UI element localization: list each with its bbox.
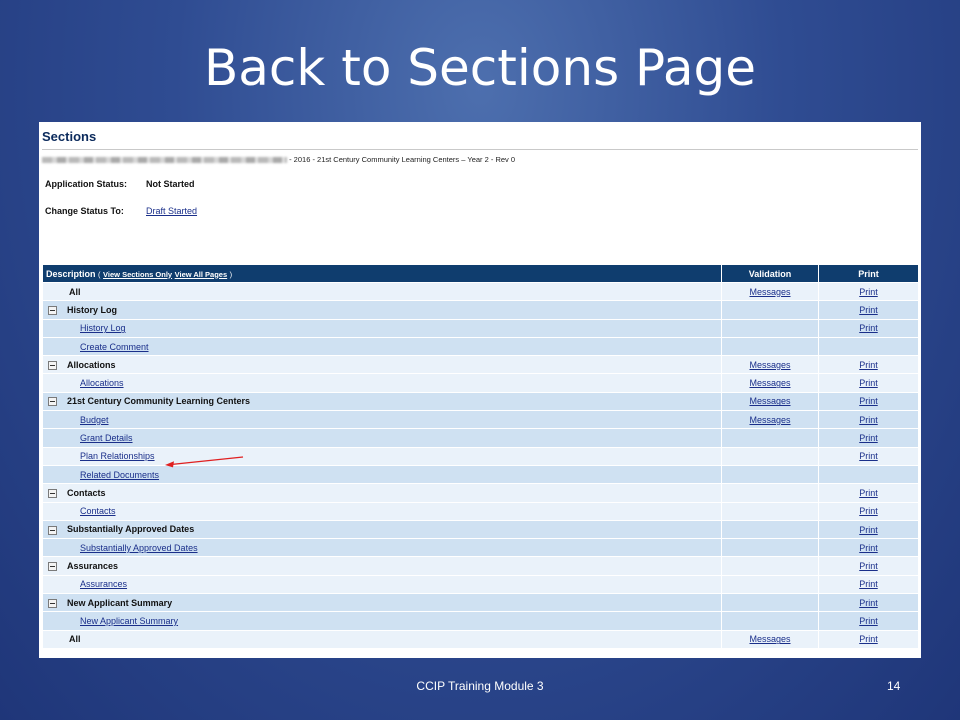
section-group-cell [43,392,722,410]
print-link[interactable]: Print [859,286,878,297]
validation-cell [722,484,819,502]
view-all-pages-link[interactable]: View All Pages [174,269,228,279]
section-group-cell [43,520,722,538]
application-status-row [45,179,195,189]
messages-link[interactable]: Messages [749,378,791,389]
red-arrow-icon [165,455,245,469]
section-page-cell [43,337,722,355]
collapse-toggle-icon[interactable] [48,489,57,498]
validation-cell [722,411,819,429]
print-link[interactable]: Print [859,304,878,315]
sections-screenshot [39,122,921,658]
validation-cell [722,356,819,374]
table-row [43,411,919,429]
print-cell [819,557,919,575]
section-page-cell [43,319,722,337]
print-link[interactable]: Print [859,359,878,370]
section-group-label: Substantially Approved Dates [67,524,195,535]
validation-cell [722,575,819,593]
section-page-link[interactable]: New Applicant Summary [80,615,179,626]
print-cell [819,411,919,429]
section-group-label: Assurances [67,561,119,572]
section-page-link[interactable]: Contacts [80,506,116,517]
table-row [43,356,919,374]
section-page-cell [43,612,722,630]
table-row [43,392,919,410]
section-group-cell [43,557,722,575]
validation-cell [722,392,819,410]
print-link[interactable]: Print [859,561,878,572]
collapse-toggle-icon[interactable] [48,306,57,315]
print-cell [819,429,919,447]
application-status-label: Application Status: [45,179,128,189]
slide-title: Back to Sections Page [203,39,757,97]
validation-cell [722,520,819,538]
print-header: Print [819,265,919,283]
validation-cell [722,374,819,392]
validation-cell [722,429,819,447]
messages-link[interactable]: Messages [749,286,791,297]
table-row [43,319,919,337]
table-row [43,374,919,392]
section-group-cell [43,484,722,502]
section-group-label: Contacts [67,487,106,498]
table-row [43,337,919,355]
messages-link[interactable]: Messages [749,634,791,645]
messages-link[interactable]: Messages [749,414,791,425]
table-row [43,429,919,447]
section-page-link[interactable]: Related Documents [80,469,160,480]
table-row [43,557,919,575]
print-cell [819,575,919,593]
print-cell [819,337,919,355]
messages-link[interactable]: Messages [749,359,791,370]
change-status-label: Change Status To: [45,206,124,216]
table-row [43,301,919,319]
section-page-link[interactable]: Grant Details [80,433,133,444]
section-page-cell [43,575,722,593]
page-number: 14 [887,679,901,693]
print-cell [819,539,919,557]
print-link[interactable]: Print [859,378,878,389]
all-row-label: All [43,630,722,648]
print-link[interactable]: Print [859,323,878,334]
change-status-row [45,206,197,216]
table-row [43,484,919,502]
collapse-toggle-icon[interactable] [48,599,57,608]
collapse-toggle-icon[interactable] [48,562,57,571]
validation-cell [722,594,819,612]
validation-cell [722,630,819,648]
table-row [43,539,919,557]
validation-cell [722,283,819,301]
section-page-cell [43,465,722,483]
table-header [43,265,919,283]
section-page-link[interactable]: Substantially Approved Dates [80,542,198,553]
description-header: Description ( View Sections Only View All Pages ) [43,265,722,283]
print-link[interactable]: Print [859,597,878,608]
table-row [43,594,919,612]
print-link[interactable]: Print [859,579,878,590]
table-row [43,630,919,648]
section-group-cell [43,594,722,612]
validation-cell [722,465,819,483]
section-page-cell [43,411,722,429]
print-cell [819,283,919,301]
validation-cell [722,557,819,575]
section-group-cell [43,356,722,374]
application-title [42,155,515,164]
application-status-value: Not Started [146,179,195,189]
print-link[interactable]: Print [859,615,878,626]
table-row [43,520,919,538]
print-cell [819,356,919,374]
print-cell [819,502,919,520]
print-cell [819,374,919,392]
print-link[interactable]: Print [859,414,878,425]
section-page-link[interactable]: History Log [80,323,126,334]
section-page-cell [43,429,722,447]
section-group-label: History Log [67,304,118,315]
collapse-toggle-icon[interactable] [48,361,57,370]
print-cell [819,447,919,465]
print-cell [819,319,919,337]
section-group-label: 21st Century Community Learning Centers [67,396,251,407]
print-link[interactable]: Print [859,433,878,444]
print-cell [819,594,919,612]
print-link[interactable]: Print [859,487,878,498]
sections-heading: Sections [42,129,97,144]
section-page-cell [43,447,722,465]
print-cell [819,612,919,630]
section-page-link[interactable]: Plan Relationships [80,451,155,462]
validation-cell [722,337,819,355]
print-link[interactable]: Print [859,524,878,535]
section-page-link[interactable]: Create Comment [80,341,149,352]
print-link[interactable]: Print [859,634,878,645]
table-row [43,283,919,301]
view-sections-only-link[interactable]: View Sections Only [103,269,173,279]
validation-cell [722,301,819,319]
application-name: - 2016 - 21st Century Community Learning Centers – Year 2 - Rev 0 [289,155,516,164]
section-page-link[interactable]: Allocations [80,378,124,389]
print-link[interactable]: Print [859,542,878,553]
print-cell [819,630,919,648]
validation-cell [722,447,819,465]
validation-cell [722,539,819,557]
validation-cell [722,502,819,520]
table-row [43,612,919,630]
print-link[interactable]: Print [859,506,878,517]
table-row [43,575,919,593]
print-cell [819,301,919,319]
section-page-cell [43,502,722,520]
description-header-label: Description [46,268,96,279]
print-cell [819,520,919,538]
redacted-district-name [42,157,287,163]
section-group-label: Allocations [67,359,116,370]
section-group-cell [43,301,722,319]
section-page-cell [43,374,722,392]
all-row-label: All [43,283,722,301]
validation-cell [722,319,819,337]
section-page-link[interactable]: Budget [80,414,109,425]
validation-cell [722,612,819,630]
messages-link[interactable]: Messages [749,396,791,407]
section-page-cell [43,539,722,557]
footer-text: CCIP Training Module 3 [416,679,544,693]
draft-started-link[interactable]: Draft Started [146,206,198,216]
table-row [43,502,919,520]
print-cell [819,465,919,483]
print-cell [819,392,919,410]
collapse-toggle-icon[interactable] [48,526,57,535]
print-link[interactable]: Print [859,451,878,462]
print-link[interactable]: Print [859,396,878,407]
collapse-toggle-icon[interactable] [48,397,57,406]
section-page-link[interactable]: Assurances [80,579,128,590]
heading-divider [42,149,918,150]
print-cell [819,484,919,502]
validation-header: Validation [722,265,819,283]
section-group-label: New Applicant Summary [67,597,173,608]
